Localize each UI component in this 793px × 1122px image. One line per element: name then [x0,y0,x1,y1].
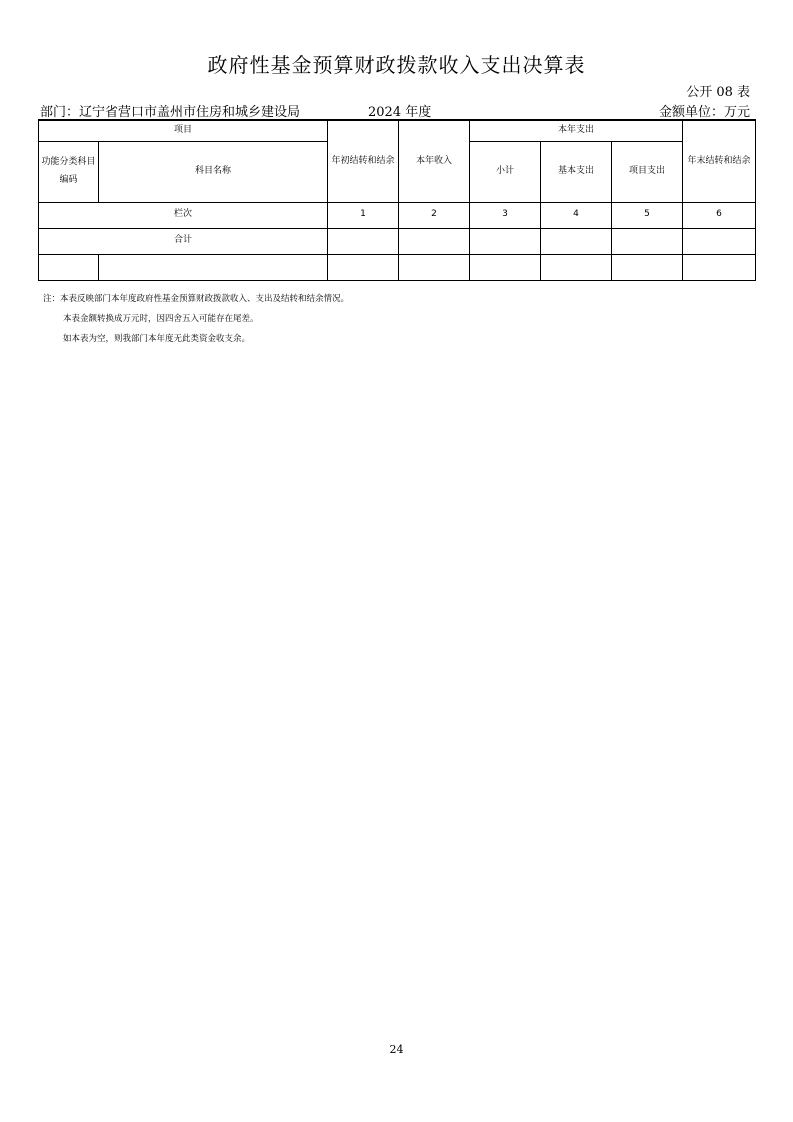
department-label: 部门：辽宁省营口市盖州市住房和城乡建设局 [40,105,301,120]
amount-unit: 金额单位：万元 [658,105,750,120]
column-index-cell: 3 [470,202,541,228]
table-cell [399,228,470,254]
table-cell [541,228,612,254]
header-expenditure: 本年支出 [470,120,683,141]
table-cell [39,254,99,280]
table-cell [470,254,541,280]
column-index-cell: 6 [683,202,756,228]
table-cell [541,254,612,280]
total-row-label: 合计 [39,228,328,254]
table-cell [399,254,470,280]
header-closing-balance: 年末结转和结余 [683,120,756,202]
note-line: 注：本表反映部门本年度政府性基金预算财政拨款收入、支出及结转和结余情况。 [43,294,350,304]
header-func-code: 功能分类科目编码 [39,141,99,202]
column-index-cell: 4 [541,202,612,228]
table-cell [683,228,756,254]
header-income: 本年收入 [399,120,470,202]
header-row-1 [39,120,756,141]
empty-data-row [39,254,756,280]
column-index-cell: 5 [612,202,683,228]
column-index-cell: 2 [399,202,470,228]
header-project-exp: 项目支出 [612,141,683,202]
table-cell [328,254,399,280]
table-cell [470,228,541,254]
table-cell [612,228,683,254]
page-title: 政府性基金预算财政拨款收入支出决算表 [207,53,586,77]
column-index-row [39,202,756,228]
table-notes [43,289,349,349]
note-line: 如本表为空，则我部门本年度无此类资金收支余。 [63,334,251,344]
header-subtotal: 小计 [470,141,541,202]
header-item: 项目 [39,120,328,141]
note-line: 本表金额转换成万元时，因四舍五入可能存在尾差。 [63,314,259,324]
table-cell [328,228,399,254]
table-cell [683,254,756,280]
column-index-cell: 1 [328,202,399,228]
header-subject-name: 科目名称 [99,141,328,202]
page-number: 24 [389,1043,404,1056]
budget-table [38,119,756,281]
header-opening-balance: 年初结转和结余 [328,120,399,202]
table-cell [99,254,328,280]
column-index-label: 栏次 [39,202,328,228]
header-basic-exp: 基本支出 [541,141,612,202]
total-row [39,228,756,254]
table-cell [612,254,683,280]
form-number: 公开 08 表 [686,85,750,100]
fiscal-year: 2024 年度 [368,105,432,120]
